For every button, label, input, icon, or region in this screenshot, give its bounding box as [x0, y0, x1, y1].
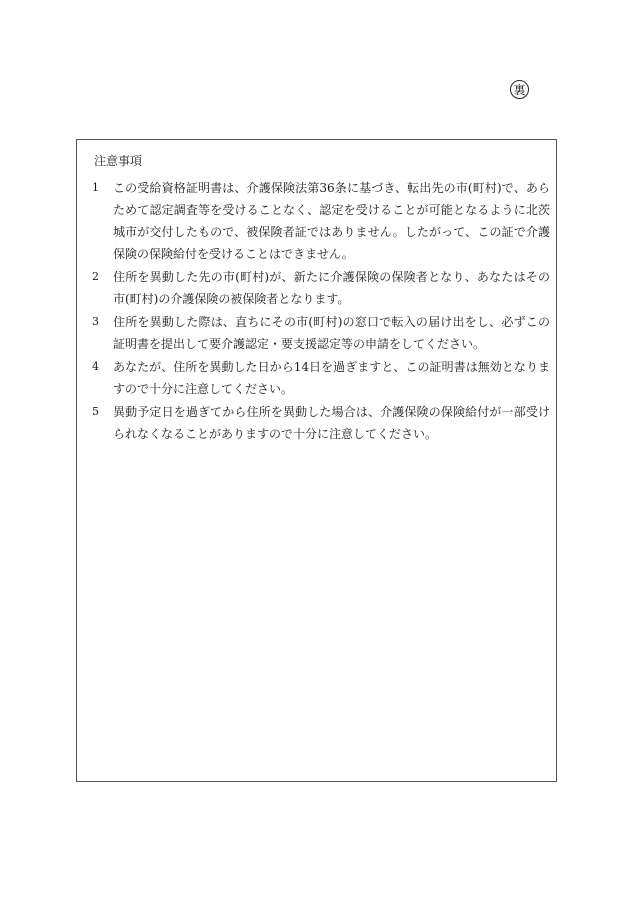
notice-item-1 [92, 177, 550, 265]
notice-box [76, 139, 557, 782]
notice-item-text: 住所を異動した際は、直ちにその市(町村)の窓口で転入の届け出をし、必ずこの証明書を提出して要介護認定・要支援認定等の申請をしてください。 [113, 315, 550, 351]
notice-item-text: 住所を異動した先の市(町村)が、新たに介護保険の保険者となり、あなたはその市(町村)の介護保険の被保険者となります。 [113, 270, 550, 306]
notice-item-number: 5 [92, 405, 99, 418]
notice-item-number: 1 [92, 181, 99, 194]
notice-list [92, 177, 550, 446]
notice-item-2 [92, 266, 550, 310]
notice-item-number: 4 [92, 360, 99, 373]
notice-item-number: 2 [92, 270, 99, 283]
notice-item-4 [92, 356, 550, 400]
notice-item-number: 3 [92, 315, 99, 328]
notice-item-text: あなたが、住所を異動した日から14日を過ぎますと、この証明書は無効となりますので十分に注意してください。 [113, 360, 550, 396]
notice-item-text: 異動予定日を過ぎてから住所を異動した場合は、介護保険の保険給付が一部受けられなくなることがありますので十分に注意してください。 [113, 405, 550, 441]
notice-item-5 [92, 401, 550, 445]
notice-item-3 [92, 311, 550, 355]
back-side-mark: 裏 [510, 80, 529, 99]
notice-heading: 注意事項 [94, 154, 143, 168]
notice-item-text: この受給資格証明書は、介護保険法第36条に基づき、転出先の市(町村)で、あらためて認定調査等を受けることなく、認定を受けることが可能となるように北茨城市が交付したもので、被保険者証ではありません。したがって、この証で介護保険の保険給付を受けることはできません。 [113, 181, 550, 261]
